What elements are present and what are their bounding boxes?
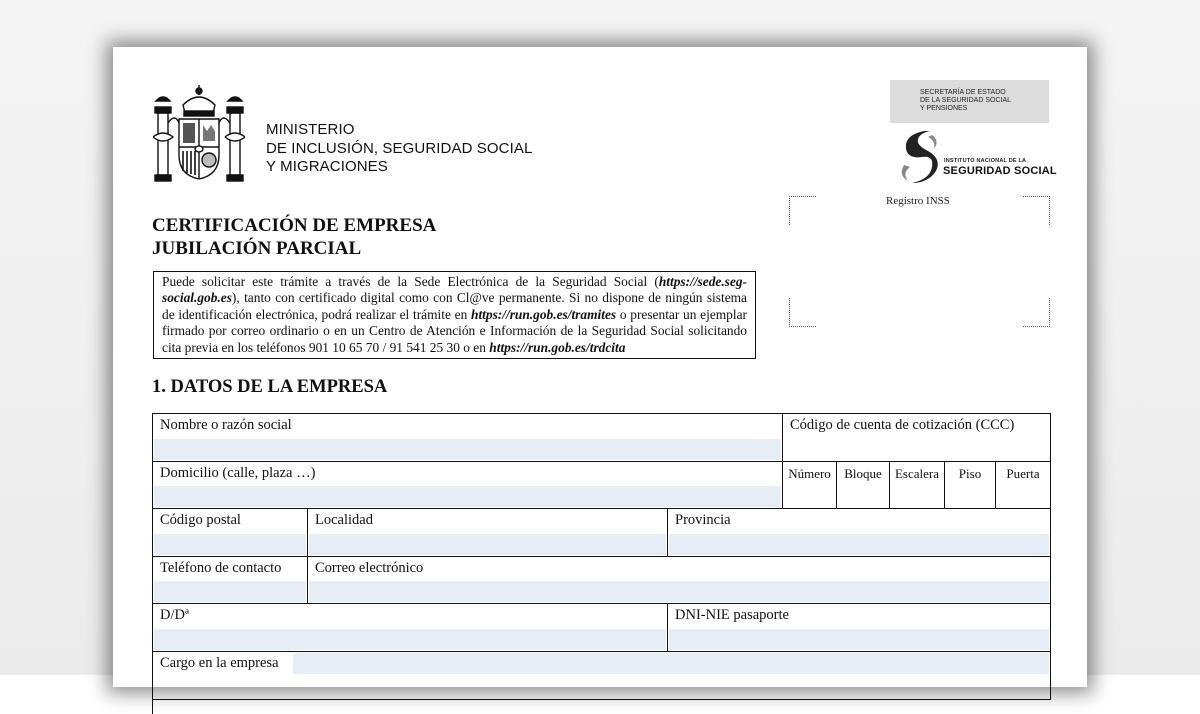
cargo-label: Cargo en la empresa: [160, 655, 279, 671]
nombre-input[interactable]: [154, 439, 781, 460]
ccc-label: Código de cuenta de cotización (CCC): [790, 417, 1015, 433]
cp-input[interactable]: [154, 534, 306, 555]
info-text: Puede solicitar este trámite a través de la Sede Electrónica de la Seguridad Social (: [162, 274, 659, 289]
section-heading: 1. DATOS DE LA EMPRESA: [152, 377, 388, 397]
secretaria-line2: DE LA SEGURIDAD SOCIAL: [920, 97, 1012, 105]
bloque-field[interactable]: [837, 462, 890, 509]
secretaria-text: [920, 89, 1011, 114]
bloque-label: Bloque: [844, 466, 882, 481]
registro-stamp-corner: [1023, 196, 1050, 225]
provincia-input[interactable]: [669, 534, 1049, 555]
ministry-line2: DE INCLUSIÓN, SEGURIDAD SOCIAL: [266, 139, 533, 157]
registro-label: Registro INSS: [886, 195, 950, 207]
registro-stamp-corner: [1023, 298, 1050, 327]
cp-field[interactable]: [153, 509, 308, 557]
dni-field[interactable]: [668, 604, 1051, 652]
nombre-field[interactable]: [153, 414, 783, 462]
title-line1: CERTIFICACIÓN DE EMPRESA: [152, 215, 437, 236]
escalera-field[interactable]: [890, 462, 945, 509]
info-text: ), tanto con certificado digital como con Cl@ve permanente. Si no dispone de ningún sistema de identificación electrónica, podrá realizar el trámite en: [162, 290, 747, 322]
localidad-label: Localidad: [315, 512, 373, 528]
secretaria-line3: Y PENSIONES: [920, 105, 968, 113]
provincia-field[interactable]: [668, 509, 1051, 557]
piso-label: Piso: [958, 466, 982, 481]
company-data-form: [152, 413, 1051, 714]
run-trdcita-link[interactable]: https://run.gob.es/trdcita: [489, 339, 626, 355]
inss-title: SEGURIDAD SOCIAL: [943, 165, 1057, 177]
telefono-label: Teléfono de contacto: [160, 560, 282, 576]
inss-symbol-icon: [894, 129, 942, 185]
ccc-field[interactable]: [783, 414, 1051, 462]
info-box: [153, 271, 756, 359]
email-input[interactable]: [309, 581, 1049, 602]
domicilio-field[interactable]: [153, 462, 783, 509]
dd-field[interactable]: [153, 604, 668, 652]
domicilio-label: Domicilio (calle, plaza …): [160, 465, 316, 481]
cargo-field[interactable]: [153, 652, 1051, 700]
puerta-label: Puerta: [1006, 466, 1040, 481]
secretaria-line1: SECRETARÍA DE ESTADO: [920, 89, 1006, 96]
registro-stamp-corner: [789, 298, 816, 327]
escalera-label: Escalera: [894, 466, 940, 481]
telefono-input[interactable]: [154, 581, 306, 602]
dd-input[interactable]: [154, 629, 666, 650]
email-label: Correo electrónico: [315, 560, 424, 576]
sede-link[interactable]: https://sede.seg-social.gob.es: [162, 274, 747, 306]
numero-field[interactable]: [783, 462, 837, 509]
inss-logo: [894, 129, 1057, 185]
provincia-label: Provincia: [675, 512, 731, 528]
secretaria-box: [890, 80, 1049, 123]
ministry-name: [266, 121, 532, 177]
ministry-line1: MINISTERIO: [266, 121, 355, 138]
coat-of-arms-icon: [153, 83, 245, 187]
email-field[interactable]: [308, 557, 1051, 604]
dni-input[interactable]: [669, 629, 1049, 650]
numero-label: Número: [788, 466, 831, 481]
run-tramites-link[interactable]: https://run.gob.es/tramites: [471, 306, 617, 322]
info-text: o presentar un ejemplar firmado por correo ordinario o en un Centro de Atención e Información de la Seguridad Social solicitando cita previa en los teléfonos 901 10 65 70 / 91 541 25 30 o en: [162, 306, 747, 355]
nombre-label: Nombre o razón social: [160, 417, 292, 433]
inss-subtitle: INSTITUTO NACIONAL DE LA: [944, 158, 1027, 164]
localidad-input[interactable]: [309, 534, 666, 555]
puerta-field[interactable]: [996, 462, 1051, 509]
document-page: [113, 47, 1087, 687]
registro-stamp-corner: [789, 196, 816, 225]
cp-label: Código postal: [160, 512, 241, 528]
telefono-field[interactable]: [153, 557, 308, 604]
document-title: [152, 214, 436, 260]
dd-label: D/Dª: [160, 607, 189, 623]
ministry-line3: Y MIGRACIONES: [266, 158, 388, 175]
cargo-input[interactable]: [293, 653, 1049, 674]
title-line2: JUBILACIÓN PARCIAL: [152, 238, 362, 259]
piso-field[interactable]: [945, 462, 996, 509]
localidad-field[interactable]: [308, 509, 668, 557]
dni-label: DNI-NIE pasaporte: [675, 607, 789, 623]
domicilio-input[interactable]: [154, 486, 781, 507]
